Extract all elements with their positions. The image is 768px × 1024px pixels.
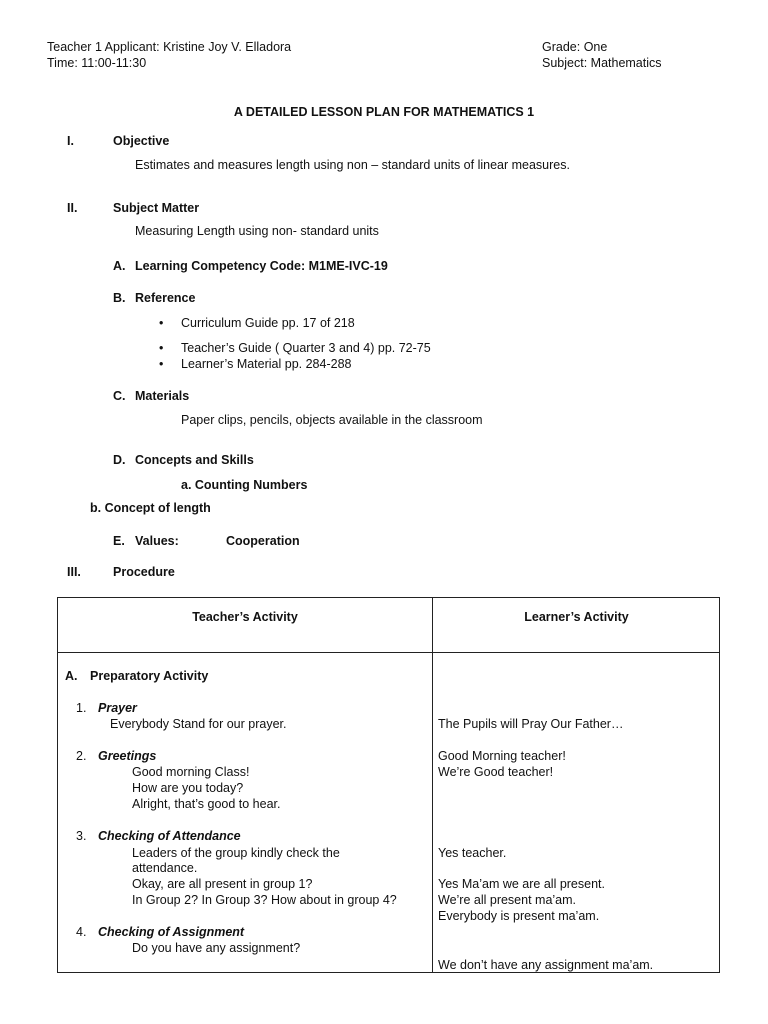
greetings-learner-line: We’re Good teacher!	[438, 765, 554, 779]
materials-letter: C.	[113, 389, 126, 403]
attendance-learner-line: Everybody is present ma’am.	[438, 909, 600, 923]
applicant-name: Kristine Joy V. Elladora	[163, 40, 292, 54]
attendance-title: Checking of Attendance	[98, 829, 241, 843]
materials-heading: Materials	[135, 389, 190, 403]
procedure-heading: Procedure	[113, 565, 175, 579]
concept-length: b. Concept of length	[90, 501, 211, 515]
prep-letter: A.	[65, 669, 78, 683]
concepts-letter: D.	[113, 453, 126, 467]
attendance-teacher-line: Leaders of the group kindly check the	[132, 846, 340, 860]
greetings-number: 2.	[76, 749, 87, 763]
document-title: A DETAILED LESSON PLAN FOR MATHEMATICS 1	[233, 105, 535, 119]
subject-matter-text: Measuring Length using non- standard units	[135, 224, 379, 238]
reference-heading: Reference	[135, 291, 196, 305]
values-letter: E.	[113, 534, 125, 548]
greetings-learner-line: Good Morning teacher!	[438, 749, 566, 763]
concepts-heading: Concepts and Skills	[135, 453, 254, 467]
grade-line	[542, 39, 607, 55]
competency-code: Learning Competency Code: M1ME-IVC-19	[135, 259, 388, 273]
grade-label: Grade:	[542, 40, 581, 54]
greetings-teacher-line: Good morning Class!	[132, 765, 250, 779]
values-heading: Values:	[135, 534, 179, 548]
attendance-learner-line: We’re all present ma’am.	[438, 893, 577, 907]
assignment-teacher: Do you have any assignment?	[132, 941, 301, 955]
reference-item: • Learner’s Material pp. 284-288	[181, 356, 351, 372]
greetings-title: Greetings	[98, 749, 157, 763]
attendance-number: 3.	[76, 829, 87, 843]
assignment-number: 4.	[76, 925, 87, 939]
column-divider	[432, 598, 433, 972]
reference-item: • Teacher’s Guide ( Quarter 3 and 4) pp. 72-75	[181, 340, 431, 356]
header-divider	[58, 652, 719, 653]
time-label: Time:	[47, 56, 78, 70]
learner-activity-header: Learner’s Activity	[524, 610, 629, 624]
reference-item: • Curriculum Guide pp. 17 of 218	[181, 315, 355, 331]
values-text: Cooperation	[226, 534, 300, 548]
subject-line	[542, 55, 662, 71]
grade-value: One	[583, 40, 608, 54]
assignment-title: Checking of Assignment	[98, 925, 245, 939]
teacher-activity-header: Teacher’s Activity	[192, 610, 298, 624]
time-value: 11:00-11:30	[81, 56, 147, 70]
prayer-teacher: Everybody Stand for our prayer.	[110, 717, 287, 731]
prayer-learner: The Pupils will Pray Our Father…	[438, 717, 624, 731]
procedure-numeral: III.	[67, 565, 81, 579]
materials-text: Paper clips, pencils, objects available in the classroom	[181, 413, 483, 427]
time-line	[47, 55, 146, 71]
applicant-line	[47, 39, 291, 55]
concept-counting: a. Counting Numbers	[181, 478, 308, 492]
applicant-label: Teacher 1 Applicant:	[47, 40, 160, 54]
attendance-teacher-line: Okay, are all present in group 1?	[132, 877, 313, 891]
subject-label: Subject:	[542, 56, 588, 70]
subject-matter-heading: Subject Matter	[113, 201, 200, 215]
attendance-teacher-line: attendance.	[132, 861, 198, 875]
subject-value: Mathematics	[590, 56, 662, 70]
objective-numeral: I.	[67, 134, 74, 148]
prayer-title: Prayer	[98, 701, 137, 715]
prep-heading: Preparatory Activity	[90, 669, 209, 683]
attendance-teacher-line: In Group 2? In Group 3? How about in group 4?	[132, 893, 397, 907]
competency-letter: A.	[113, 259, 126, 273]
greetings-teacher-line: How are you today?	[132, 781, 244, 795]
greetings-teacher-line: Alright, that’s good to hear.	[132, 797, 281, 811]
objective-text: Estimates and measures length using non – standard units of linear measures.	[135, 158, 570, 172]
objective-heading: Objective	[113, 134, 170, 148]
reference-letter: B.	[113, 291, 126, 305]
prayer-number: 1.	[76, 701, 87, 715]
attendance-learner-line: Yes Ma’am we are all present.	[438, 877, 605, 891]
subject-matter-numeral: II.	[67, 201, 78, 215]
assignment-learner: We don’t have any assignment ma’am.	[438, 958, 654, 972]
attendance-learner-line: Yes teacher.	[438, 846, 507, 860]
